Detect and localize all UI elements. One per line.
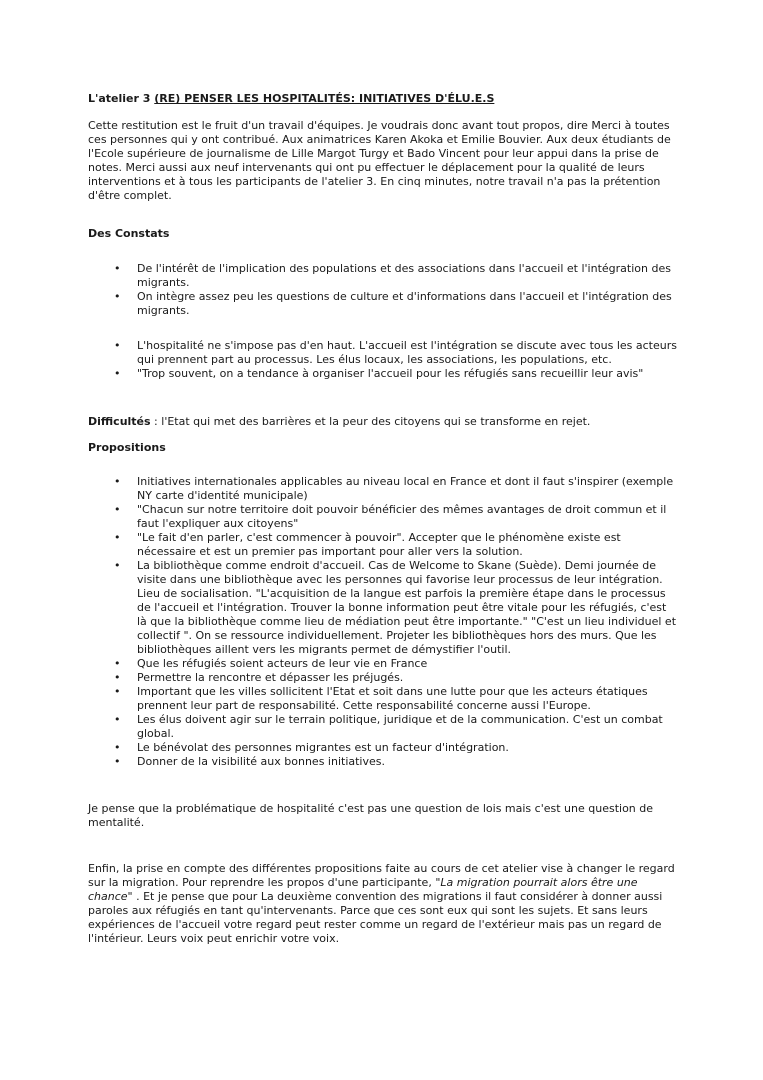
list-item: • Les élus doivent agir sur le terrain politique, juridique et de la communication. C'est un combat global.: [114, 713, 678, 741]
conclusion-quote: "La migration pourrait alors être une chance": [88, 876, 638, 903]
list-item: • Donner de la visibilité aux bonnes initiatives.: [114, 755, 678, 769]
list-item: • On intègre assez peu les questions de culture et d'informations dans l'accueil et l'intégration des migrants.: [114, 290, 678, 318]
constats-list-2: [88, 339, 678, 381]
propositions-heading: Propositions: [88, 441, 166, 454]
conclusion-part2: . Et je pense que pour La deuxième convention des migrations il faut considérer à donner aussi paroles aux réfugiés en tant qu'intervenants. Parce que ces sont eux qui sont les sujets. Et sans leurs expériences de l'accueil votre regard peut rester comme un regard de l'extérieur mais pas un regard de l'intérieur. Leurs voix peut enrichir votre voix.: [88, 890, 663, 945]
list-item: • L'hospitalité ne s'impose pas d'en haut. L'accueil est l'intégration se discute avec tous les acteurs qui prennent part au processus. Les élus locaux, les associations, les populations, etc.: [114, 339, 678, 367]
document-title: [88, 92, 678, 106]
document-page: [88, 92, 678, 946]
list-item: • La bibliothèque comme endroit d'accueil. Cas de Welcome to Skane (Suède). Demi journée de visite dans une bibliothèque avec les personnes qui favorise leur processus de leur intégration. Lieu de socialisation. "L'acquisition de la langue est parfois la première étape dans le processus de l'accueil et l'intégration. Trouver la bonne information peut être vitale pour les réfugiés, c'est là que la bibliothèque comme lieu de médiation peut être importante." "C'est un lieu individuel et collectif ". On se ressource individuellement. Projeter les bibliothèques hors des murs. Que les bibliothèques aillent vers les migrants permet de démystifier l'outil.: [114, 559, 678, 657]
list-item: • "Trop souvent, on a tendance à organiser l'accueil pour les réfugiés sans recueillir leur avis": [114, 367, 678, 381]
conclusion-paragraph: [88, 862, 678, 946]
intro-paragraph: Cette restitution est le fruit d'un travail d'équipes. Je voudrais donc avant tout propos, dire Merci à toutes ces personnes qui y ont contribué. Aux animatrices Karen Akoka et Emilie Bouvier. Aux deux étudiants de l'Ecole supérieure de journalisme de Lille Margot Turgy et Bado Vincent pour leur appui dans la prise de notes. Merci aussi aux neuf intervenants qui ont pu effectuer le déplacement pour la qualité de leurs interventions et à tous les participants de l'atelier 3. En cinq minutes, notre travail n'a pas la prétention d'être complet.: [88, 119, 671, 202]
list-item: • Que les réfugiés soient acteurs de leur vie en France: [114, 657, 678, 671]
difficultes-text: : l'Etat qui met des barrières et la peur des citoyens qui se transforme en rejet.: [150, 415, 591, 428]
mentalite-paragraph: Je pense que la problématique de hospitalité c'est pas une question de lois mais c'est une question de mentalité.: [88, 802, 654, 829]
conclusion-part1: Enfin, la prise en compte des différentes propositions faite au cours de cet atelier vise à changer le regard sur la migration. Pour reprendre les propos d'une participante,: [88, 862, 675, 889]
constats-heading: Des Constats: [88, 227, 170, 240]
constats-list-1: [88, 262, 678, 318]
difficultes-paragraph: [88, 415, 678, 429]
title-underlined: (RE) PENSER LES HOSPITALITÉS: INITIATIVES D'ÉLU.E.S: [154, 92, 495, 105]
list-item: • "Chacun sur notre territoire doit pouvoir bénéficier des mêmes avantages de droit commun et il faut l'expliquer aux citoyens": [114, 503, 678, 531]
title-prefix: L'atelier 3: [88, 92, 155, 105]
list-item: • De l'intérêt de l'implication des populations et des associations dans l'accueil et l'intégration des migrants.: [114, 262, 678, 290]
list-item: • Important que les villes sollicitent l'Etat et soit dans une lutte pour que les acteurs étatiques prennent leur part de responsabilité. Cette responsabilité concerne aussi l'Europe.: [114, 685, 678, 713]
list-item: • Permettre la rencontre et dépasser les préjugés.: [114, 671, 678, 685]
list-item: • Initiatives internationales applicables au niveau local en France et dont il faut s'inspirer (exemple NY carte d'identité municipale): [114, 475, 678, 503]
list-item: • "Le fait d'en parler, c'est commencer à pouvoir". Accepter que le phénomène existe est nécessaire et est un premier pas important pour aller vers la solution.: [114, 531, 678, 559]
propositions-list: [88, 475, 678, 769]
difficultes-label: Difficultés: [88, 415, 151, 428]
list-item: • Le bénévolat des personnes migrantes est un facteur d'intégration.: [114, 741, 678, 755]
